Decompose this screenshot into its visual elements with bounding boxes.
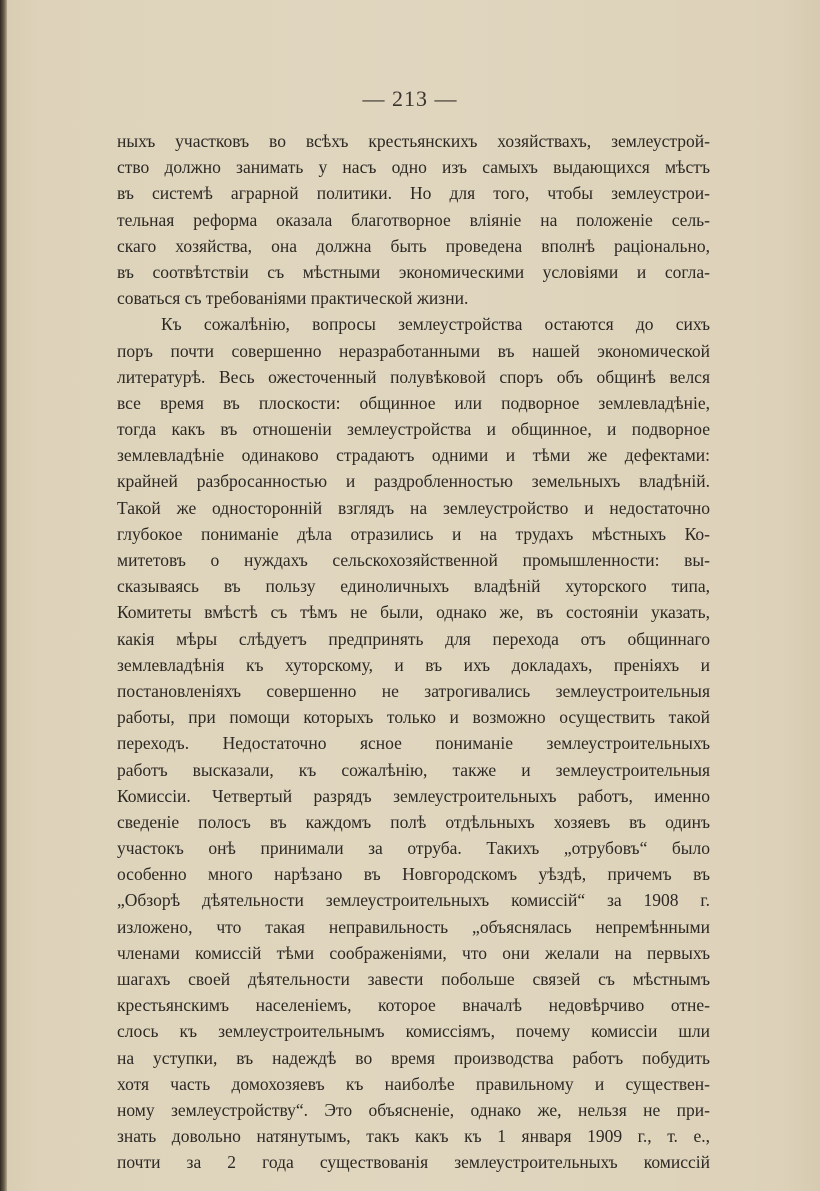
text-line: землевладѣнія къ хуторскому, и въ ихъ докладахъ, преніяхъ и (117, 654, 710, 675)
text-line: почти за 2 года существованія землеустроительныхъ комиссій (117, 1152, 710, 1173)
text-line: знать довольно натянутымъ, такъ какъ къ 1 января 1909 г., т. е., (117, 1126, 710, 1147)
text-line: работъ высказали, къ сожалѣнію, также и землеустроительныя (117, 759, 710, 780)
text-line: въ соотвѣтствіи съ мѣстными экономическими условіями и согла- (117, 261, 710, 282)
text-line: сказываясь въ пользу единоличныхъ владѣній хуторского типа, (117, 576, 710, 597)
text-line: участокъ онѣ принимали за отруба. Такихъ „отрубовъ“ было (117, 838, 710, 859)
text-line: членами комиссій тѣми соображеніями, что они желали на первыхъ (117, 942, 710, 963)
text-line: землевладѣніе одинаково страдаютъ одними и тѣми же дефектами: (117, 445, 710, 466)
text-line: „Обзорѣ дѣятельности землеустроительныхъ комиссій“ за 1908 г. (117, 890, 710, 911)
text-line: работы, при помощи которыхъ только и возможно осуществить такой (117, 707, 710, 728)
body-text (117, 128, 710, 1176)
text-line: переходъ. Недостаточно ясное пониманіе землеустроительныхъ (117, 733, 710, 754)
text-line: соваться съ требованіями практической жизни. (117, 288, 469, 309)
text-line: особенно много нарѣзано въ Новгородскомъ уѣздѣ, причемъ въ (117, 864, 710, 885)
text-line: Комиссіи. Четвертый разрядъ землеустроительныхъ работъ, именно (117, 785, 710, 806)
text-line: какія мѣры слѣдуетъ предпринять для перехода отъ общиннаго (117, 628, 710, 649)
text-line: Комитеты вмѣстѣ съ тѣмъ не были, однако же, въ состояніи указать, (117, 602, 710, 623)
text-line: въ системѣ аграрной политики. Но для того, чтобы землеустрои- (117, 183, 710, 204)
text-line: шагахъ своей дѣятельности завести побольше связей съ мѣстнымъ (117, 969, 710, 989)
text-line: крестьянскимъ населеніемъ, которое вначалѣ недовѣрчиво отне- (117, 995, 710, 1016)
text-line: ство должно занимать у насъ одно изъ самыхъ выдающихся мѣстъ (117, 157, 710, 178)
page-number: — 213 — (362, 86, 458, 111)
text-line: на уступки, въ надеждѣ во время производства работъ побудить (117, 1047, 710, 1068)
text-line: хотя часть домохозяевъ къ наиболѣе правильному и существен- (117, 1073, 710, 1094)
text-line: митетовъ о нуждахъ сельскохозяйственной промышленности: вы- (117, 550, 710, 570)
book-spine-shadow (0, 0, 7, 1191)
text-line: скаго хозяйства, она должна быть проведена вполнѣ раціонально, (117, 235, 710, 256)
text-line: поръ почти совершенно неразработанными въ нашей экономической (117, 340, 710, 361)
text-line: глубокое пониманіе дѣла отразились и на трудахъ мѣстныхъ Ко- (117, 523, 710, 544)
text-line: слось къ землеустроительнымъ комиссіямъ, почему комиссіи шли (117, 1021, 710, 1042)
text-line: ному землеустройству“. Это объясненіе, однако же, нельзя не при- (117, 1099, 710, 1120)
text-line: изложено, что такая неправильность „объяснялась непремѣнными (117, 916, 710, 937)
text-line: ныхъ участковъ во всѣхъ крестьянскихъ хозяйствахъ, землеустрой- (117, 131, 710, 151)
text-line: постановленіяхъ совершенно не затрогивались землеустроительныя (117, 680, 710, 701)
text-line: все время въ плоскости: общинное или подворное землевладѣніе, (117, 392, 710, 413)
text-line: Къ сожалѣнію, вопросы землеустройства остаются до сихъ (161, 314, 710, 335)
text-line: тельная реформа оказала благотворное вліяніе на положеніе сель- (117, 209, 710, 230)
text-line: крайней разбросанностью и раздробленностью земельныхъ владѣній. (117, 471, 710, 492)
text-line: литературѣ. Весь ожесточенный полувѣковой споръ объ общинѣ велся (117, 366, 710, 387)
text-line: Такой же односторонній взглядъ на землеустройство и недостаточно (117, 497, 710, 518)
text-line: тогда какъ въ отношеніи землеустройства и общинное, и подворное (117, 419, 710, 440)
text-line: сведеніе полосъ въ каждомъ полѣ отдѣльныхъ хозяевъ въ одинъ (117, 811, 710, 832)
